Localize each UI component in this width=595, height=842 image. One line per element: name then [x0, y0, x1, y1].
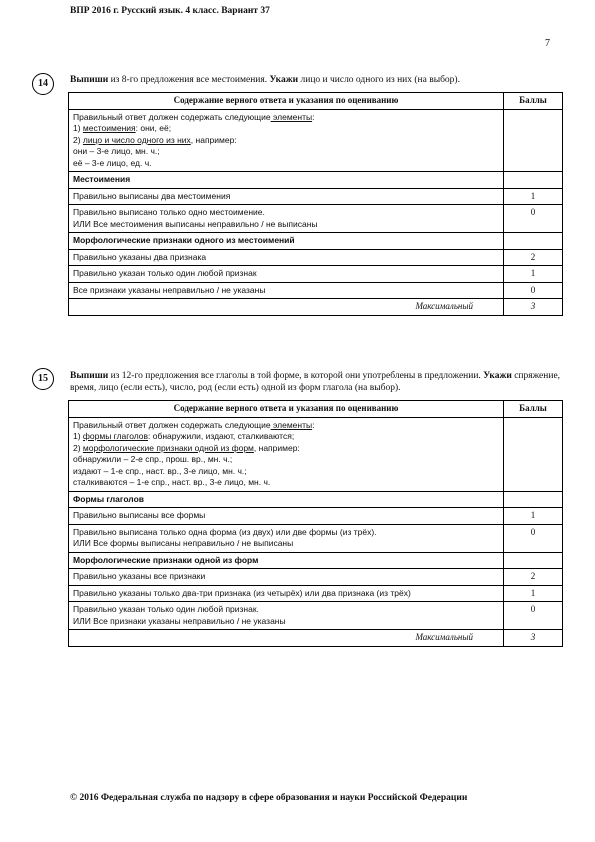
criterion-text: Правильно указаны два признака — [69, 249, 504, 266]
criterion-line: ИЛИ Все признаки указаны неправильно / не указаны — [73, 615, 286, 626]
task-15-number: 15 — [32, 368, 54, 390]
task-15-prompt-verb2: Укажи — [483, 371, 512, 381]
section-heading: Морфологические признаки одного из местоимений — [69, 233, 504, 250]
criterion-score: 2 — [504, 569, 563, 586]
answer-line: 1) — [73, 123, 83, 133]
answer-line: Правильный ответ должен содержать следующие — [73, 419, 271, 430]
answer-cell — [69, 109, 504, 172]
criterion-line: Правильно выписано только одно местоимение. — [73, 207, 265, 217]
answer-line: элементы — [270, 419, 313, 430]
answer-line: 2) — [73, 442, 83, 453]
answer-line: местоимения — [82, 123, 136, 133]
task-14-prompt — [70, 74, 563, 86]
criterion-line: ИЛИ Все формы выписаны неправильно / не выписаны — [73, 538, 294, 548]
answer-line: морфологические признаки одной из форм — [82, 442, 254, 453]
criterion-score: 0 — [504, 602, 563, 630]
answer-line: , например: — [253, 442, 300, 453]
criterion-text: Правильно указаны все признаки — [69, 569, 504, 586]
criterion-line: ИЛИ Все местоимения выписаны неправильно / не выписаны — [73, 218, 318, 229]
content-header: Содержание верного ответа и указания по оцениванию — [69, 93, 504, 110]
answer-line: формы глаголов — [82, 431, 149, 441]
score-header: Баллы — [504, 93, 563, 110]
answer-line: : обнаружили, издают, сталкиваются; — [148, 431, 295, 441]
page-footer: © 2016 Федеральная служба по надзору в сфере образования и науки Российской Федерации — [70, 793, 468, 803]
answer-line: 2) — [73, 134, 83, 145]
task-14-prompt-verb2: Укажи — [269, 75, 299, 85]
criterion-text: Правильно указаны только два-три признака (из четырёх) или два признака (из трёх) — [69, 585, 504, 602]
page-header: ВПР 2016 г. Русский язык. 4 класс. Вариант 37 — [70, 6, 270, 16]
criterion-score: 0 — [504, 205, 563, 233]
max-score: 3 — [504, 299, 563, 316]
task-15 — [68, 370, 563, 647]
content-header: Содержание верного ответа и указания по оцениванию — [69, 401, 504, 418]
answer-line: , например: — [190, 134, 237, 145]
criterion-score: 0 — [504, 282, 563, 299]
task-14-prompt-text2: лицо и число одного из них (на выбор). — [298, 75, 460, 85]
max-label: Максимальный — [69, 630, 504, 647]
max-label: Максимальный — [69, 299, 504, 316]
answer-line: лицо и число одного из них — [82, 134, 191, 145]
section-heading: Местоимения — [69, 172, 504, 189]
task-15-prompt-verb1: Выпиши — [70, 371, 109, 381]
criterion-score: 1 — [504, 266, 563, 283]
criterion-text: Все признаки указаны неправильно / не указаны — [69, 282, 504, 299]
section-heading: Морфологические признаки одной из форм — [69, 552, 504, 569]
answer-line: 1) — [73, 431, 83, 441]
criterion-text: Правильно указан только один любой признак — [69, 266, 504, 283]
task-14-number: 14 — [32, 73, 54, 95]
criterion-text — [69, 602, 504, 630]
task-15-table — [68, 400, 563, 647]
answer-line: : — [312, 419, 315, 430]
answer-line: элементы — [270, 111, 313, 122]
section-heading: Формы глаголов — [69, 491, 504, 508]
task-14-table — [68, 92, 563, 316]
criterion-line: Правильно указан только один любой признак. — [73, 604, 259, 614]
page-number: 7 — [545, 38, 550, 49]
task-14-prompt-text1: из 8-го предложения все местоимения. — [108, 75, 270, 85]
answer-line: её – 3-е лицо, ед. ч. — [73, 157, 152, 168]
answer-line: Правильный ответ должен содержать следующие — [73, 111, 271, 122]
task-14 — [68, 74, 563, 316]
answer-line: издают – 1-е спр., наст. вр., 3-е лицо, мн. ч.; — [73, 465, 247, 476]
answer-line: сталкиваются – 1-е спр., наст. вр., 3-е лицо, мн. ч. — [73, 477, 271, 487]
criterion-score: 1 — [504, 585, 563, 602]
answer-line: обнаружили – 2-е спр., прош. вр., мн. ч.; — [73, 454, 233, 464]
score-header: Баллы — [504, 401, 563, 418]
answer-line: : они, её; — [135, 123, 172, 133]
criterion-score: 1 — [504, 188, 563, 205]
answer-cell — [69, 417, 504, 491]
answer-line: они – 3-е лицо, мн. ч.; — [73, 146, 160, 156]
criterion-line: Правильно выписана только одна форма (из двух) или две формы (из трёх). — [73, 526, 377, 537]
criterion-text — [69, 524, 504, 552]
criterion-text: Правильно выписаны два местоимения — [69, 188, 504, 205]
task-15-prompt — [70, 370, 563, 394]
criterion-score: 1 — [504, 508, 563, 525]
answer-line: : — [312, 111, 315, 122]
max-score: 3 — [504, 630, 563, 647]
criterion-text — [69, 205, 504, 233]
task-14-prompt-verb1: Выпиши — [70, 75, 109, 85]
criterion-score: 2 — [504, 249, 563, 266]
task-15-prompt-text1: из 12-го предложения все глаголы в той форме, в которой они употреблены в предложении. — [108, 371, 484, 381]
criterion-text: Правильно выписаны все формы — [69, 508, 504, 525]
task-15-prompt-text2: спряжение, время, лицо (если есть), число, род (если есть) одной из форм глагола (на выбор). — [70, 371, 561, 393]
criterion-score: 0 — [504, 524, 563, 552]
